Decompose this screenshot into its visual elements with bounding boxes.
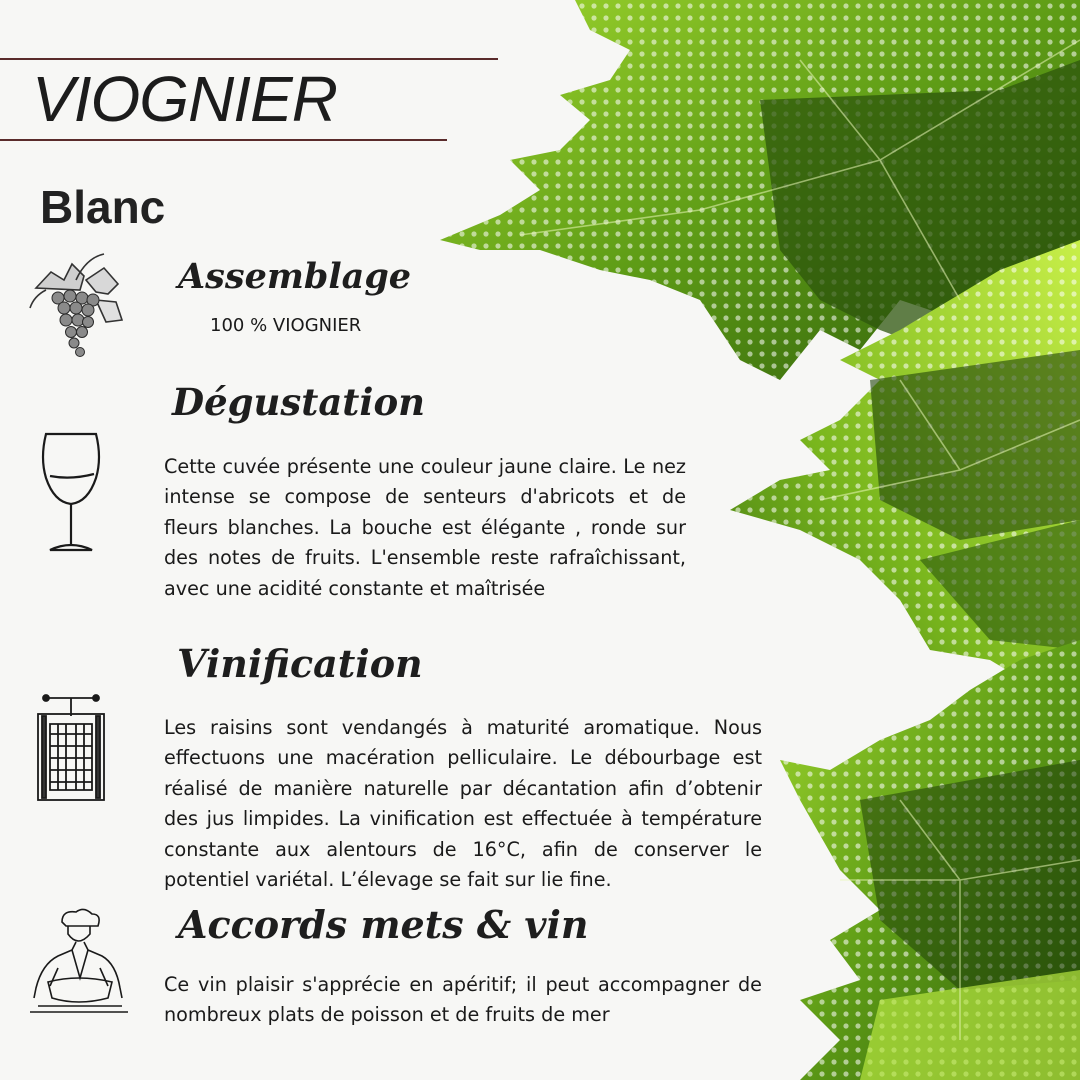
accords-text: Ce vin plaisir s'apprécie en apéritif; il peut accompagner de nombreux plats de poisson et de fruits de mer — [164, 973, 762, 1027]
top-rule — [0, 58, 498, 60]
grape-cluster-icon — [26, 250, 126, 362]
accords-heading: Accords mets & vin — [178, 902, 589, 947]
wine-color-subtitle: Blanc — [40, 181, 166, 233]
assemblage-text: 100 % VIOGNIER — [210, 315, 362, 336]
wine-title: VIOGNIER — [32, 63, 337, 135]
degustation-text: Cette cuvée présente une couleur jaune claire. Le nez intense se compose de senteurs d'abricots et de fleurs blanches. La bouche est élégante , ronde sur des notes de fruits. L'ensemble reste rafraîchissant, avec une acidité constante et maîtrisée — [164, 455, 686, 600]
bottom-rule — [0, 139, 447, 141]
chef-icon — [28, 908, 130, 1014]
degustation-heading: Dégustation — [172, 380, 426, 424]
wine-glass-icon — [38, 428, 104, 556]
wine-press-icon — [34, 690, 108, 804]
vinification-text: Les raisins sont vendangés à maturité aromatique. Nous effectuons une macération pelliculaire. Le débourbage est réalisé de manière naturelle par décantation afin d’obtenir des jus limpides. La vinification est effectuée à température constante aux alentours de 16°C, afin de conserver le potentiel variétal. L’élevage se fait sur lie fine. — [164, 716, 762, 892]
assemblage-heading: Assemblage — [178, 256, 412, 297]
vinification-heading: Vinification — [177, 641, 423, 686]
